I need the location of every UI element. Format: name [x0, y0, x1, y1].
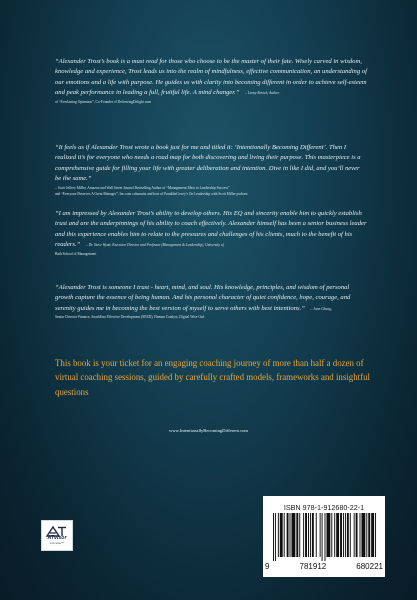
- publisher-name: ATvisor: [47, 535, 67, 541]
- testimonial-author: – Joon Chung,: [310, 306, 332, 311]
- testimonial-scott-miller: [55, 143, 367, 197]
- testimonial-author-detail: Bath School of Management: [55, 251, 97, 256]
- testimonial-lenny-ravich: [55, 57, 367, 105]
- testimonial-text: “Alexander Trost is someone I trust - heart, mind, and soul. His knowledge, principles, and wisdom of personal growth capture the essence of being human. And his personal character of quiet confidence, hope, courage, and serenity guides me in becoming the best version of myself to serve others with best intentions.” – Joon Chung,: [55, 284, 351, 312]
- testimonial-author: – Dr. Steve Wyatt, Executive Director and Professor (Management & Leadership), University of: [85, 243, 224, 248]
- publisher-logo: [41, 520, 73, 551]
- testimonial-text: “Alexander Trost’s book is a must read for those who choose to be the master of their fate. Wisely carved in wisdom, knowledge and experience, Trost leads us into the realm of mindfulness, effective communication, an understanding of our emotions and a life with purpose. He guides us with clarity into becoming different in order to achieve self-esteem and peak performance in leading a full, fruitful life. A mind changer.” – Lenny Ravich, Author: [55, 58, 367, 97]
- isbn-barcode-panel: [263, 496, 385, 577]
- barcode-icon: [273, 513, 377, 561]
- website-url[interactable]: www.IntentionallyBecomingDifferent.com: [169, 428, 248, 433]
- book-tagline: This book is your ticket for an engaging coaching journey of more than half a dozen of virtual coaching sessions, guided by carefully crafted models, frameworks and insightful questions: [55, 358, 370, 397]
- barcode-digits: [265, 562, 383, 571]
- testimonial-author: – Lenny Ravich, Author: [245, 91, 280, 96]
- testimonial-steve-wyatt: [55, 209, 367, 257]
- isbn-label: ISBN 978-1-912680-22-1: [283, 503, 365, 512]
- testimonial-author-detail: of “Everlasting Optimism”, Co-Founder of DeliveringDelight.com: [55, 99, 151, 104]
- testimonial-author-detail: and “Everyone Deserves A Great Manager”, Inc.com columnist and host of FranklinCovey’s On Leadership with Scott Miller podcast: [55, 191, 248, 196]
- testimonial-text: “I am impressed by Alexander Trost’s ability to develop others. His EQ and sincerity enable him to quickly establish trust and are the underpinnings of his ability to coach effectively. Alexander himself has been a senior business leader and this experience enables him to relate to the pressures and challenges of his clients, much to the benefit of his readers.” – Dr. Steve Wyatt, Executive Director and Professor (Management & Leadership), University of: [55, 210, 367, 249]
- testimonial-author-detail: Senior Director Finance, SouthEast Effective Development (SEED), Human Catalyst, Digital Wise Owl: [55, 315, 205, 320]
- publisher-slogan: Live wiser™: [49, 542, 65, 545]
- testimonial-author: – Scott Jeffrey Miller, Amazon and Wall Street Journal Bestselling Author of “Management Mess to Leadership Success”: [55, 185, 230, 190]
- barcode-digit-group-right: 680221: [356, 562, 383, 571]
- barcode-digit-prefix: 9: [265, 562, 270, 571]
- testimonial-joon-chung: [55, 283, 367, 320]
- testimonial-text: “It feels as if Alexander Trost wrote a book just for me and titled it: ‘Intentionally Becoming Different’. Then I realized it’s for everyone who needs a road map for both discovering and living their purpose. This masterpiece is a comprehensive guide for filling your life with greater deliberation and intention. Dive in like I did, and you’ll never be the same.”: [55, 144, 361, 183]
- barcode-digit-group-left: 781912: [299, 562, 327, 571]
